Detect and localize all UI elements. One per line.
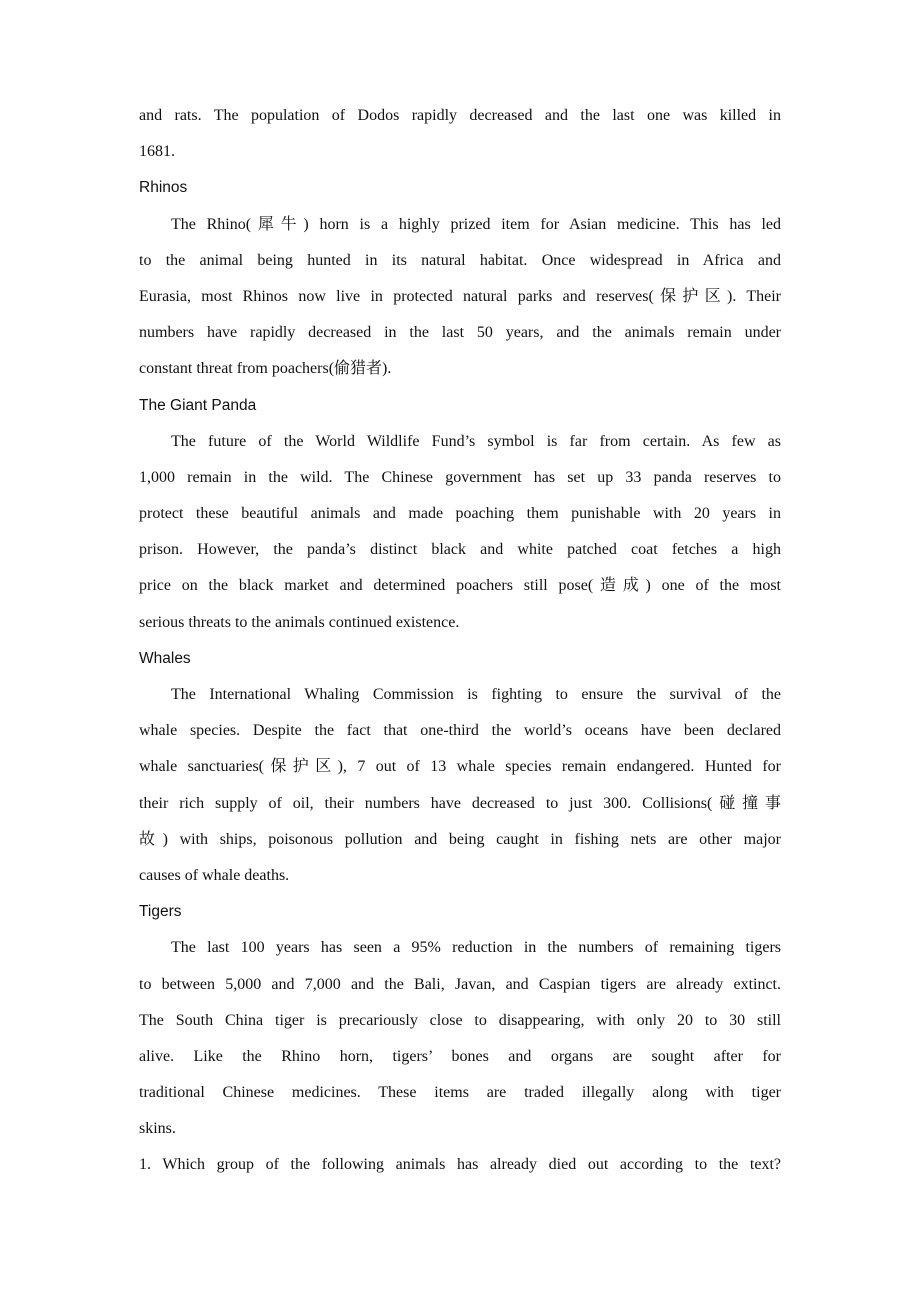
paragraph-line: constant threat from poachers(偷猎者). — [139, 360, 392, 378]
paragraph-line: 1,000 remain in the wild. The Chinese government has set up 33 panda reserves to — [139, 468, 781, 486]
paragraph-line: The last 100 years has seen a 95% reduction in the numbers of remaining tigers — [171, 939, 781, 957]
paragraph-line: price on the black market and determined poachers still pose(造成) one of the most — [139, 577, 781, 595]
paragraph-line: The future of the World Wildlife Fund’s symbol is far from certain. As few as — [171, 432, 781, 450]
paragraph-line: The Rhino(犀牛) horn is a highly prized item for Asian medicine. This has led — [171, 215, 781, 233]
section-heading-rhinos: Rhinos — [139, 179, 188, 197]
paragraph-line: and rats. The population of Dodos rapidly decreased and the last one was killed in — [139, 107, 781, 124]
paragraph-line: serious threats to the animals continued existence. — [139, 613, 460, 631]
paragraph-line: traditional Chinese medicines. These items are traded illegally along with tiger — [139, 1084, 781, 1102]
paragraph-line: numbers have rapidly decreased in the last 50 years, and the animals remain under — [139, 324, 781, 342]
section-heading-giant-panda: The Giant Panda — [139, 396, 257, 414]
document-page — [139, 98, 781, 1184]
question-1: 1. Which group of the following animals has already died out according to the text? — [139, 1156, 781, 1174]
paragraph-line: whale sanctuaries(保护区), 7 out of 13 whale species remain endangered. Hunted for — [139, 758, 781, 776]
paragraph-line: 1681. — [139, 143, 175, 161]
paragraph-line: skins. — [139, 1120, 176, 1138]
paragraph-line: to between 5,000 and 7,000 and the Bali, Javan, and Caspian tigers are already extinct. — [139, 975, 781, 993]
paragraph-line: 故) with ships, poisonous pollution and being caught in fishing nets are other major — [139, 830, 781, 848]
paragraph-line: their rich supply of oil, their numbers have decreased to just 300. Collisions(碰撞事 — [139, 794, 781, 812]
section-heading-tigers: Tigers — [139, 903, 182, 921]
paragraph-line: to the animal being hunted in its natural habitat. Once widespread in Africa and — [139, 251, 781, 269]
paragraph-line: Eurasia, most Rhinos now live in protected natural parks and reserves(保护区). Their — [139, 287, 781, 305]
paragraph-line: The South China tiger is precariously close to disappearing, with only 20 to 30 still — [139, 1011, 781, 1029]
paragraph-line: causes of whale deaths. — [139, 866, 290, 884]
section-heading-whales: Whales — [139, 649, 191, 667]
paragraph-line: The International Whaling Commission is fighting to ensure the survival of the — [171, 686, 781, 703]
paragraph-line: alive. Like the Rhino horn, tigers’ bones and organs are sought after for — [139, 1047, 781, 1065]
paragraph-line: protect these beautiful animals and made poaching them punishable with 20 years in — [139, 505, 781, 523]
paragraph-line: prison. However, the panda’s distinct black and white patched coat fetches a high — [139, 541, 781, 559]
paragraph-line: whale species. Despite the fact that one-third the world’s oceans have been declared — [139, 722, 781, 740]
